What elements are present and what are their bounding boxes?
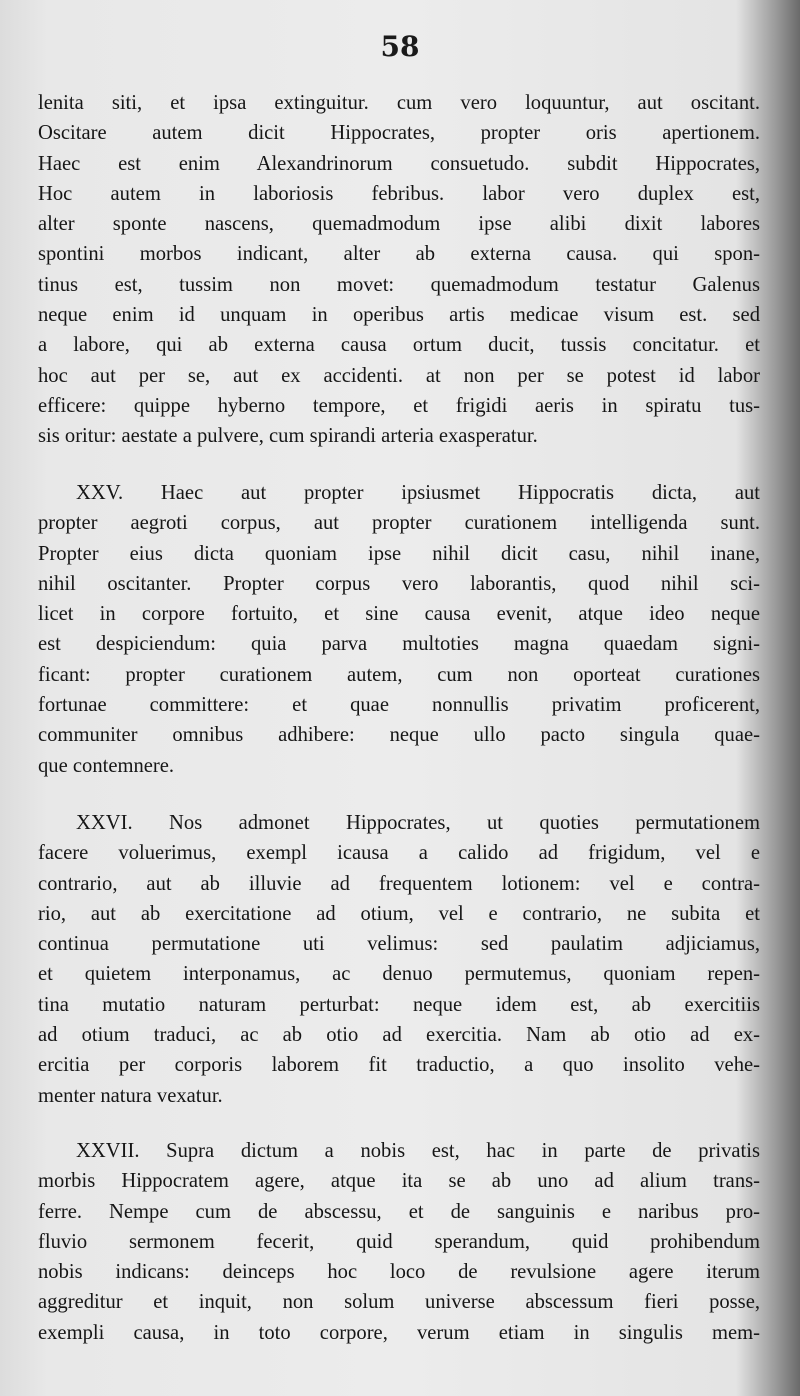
- text-line: efficere: quippe hyberno tempore, et frigidi aeris in spiratu tus-: [38, 394, 760, 417]
- text-line: tinus est, tussim non movet: quemadmodum testatur Galenus: [38, 273, 760, 296]
- text-line: lenita siti, et ipsa extinguitur. cum vero loquuntur, aut oscitant.: [38, 92, 760, 114]
- paragraph-continuation: [38, 88, 760, 452]
- text-line: XXVII. Supra dictum a nobis est, hac in parte de privatis: [76, 1140, 760, 1162]
- text-line: fluvio sermonem fecerit, quid sperandum, quid prohibendum: [38, 1230, 760, 1253]
- text-line: XXV. Haec aut propter ipsiusmet Hippocratis dicta, aut: [76, 482, 760, 504]
- text-line: nihil oscitanter. Propter corpus vero laborantis, quod nihil sci-: [38, 572, 760, 595]
- text-line: que contemnere.: [38, 754, 175, 777]
- text-line: ferre. Nempe cum de abscessu, et de sanguinis e naribus pro-: [38, 1200, 760, 1223]
- text-line: ficant: propter curationem autem, cum non oporteat curationes: [38, 663, 760, 686]
- text-line: morbis Hippocratem agere, atque ita se ab uno ad alium trans-: [38, 1170, 760, 1193]
- text-line: licet in corpore fortuito, et sine causa evenit, atque ideo neque: [38, 603, 760, 626]
- text-line: Haec est enim Alexandrinorum consuetudo. subdit Hippocrates,: [38, 152, 760, 175]
- text-line: et quietem interponamus, ac denuo permutemus, quoniam repen-: [38, 963, 760, 986]
- text-line: aggreditur et inquit, non solum universe abscessum fieri posse,: [38, 1291, 760, 1314]
- text-line: exempli causa, in toto corpore, verum etiam in singulis mem-: [38, 1321, 760, 1344]
- text-line: XXVI. Nos admonet Hippocrates, ut quoties permutationem: [76, 812, 760, 834]
- text-line: facere voluerimus, exempl icausa a calido ad frigidum, vel e: [38, 842, 760, 865]
- text-line: Propter eius dicta quoniam ipse nihil dicit casu, nihil inane,: [38, 542, 760, 565]
- text-line: spontini morbos indicant, alter ab externa causa. qui spon-: [38, 243, 760, 266]
- text-line: Oscitare autem dicit Hippocrates, propter oris apertionem.: [38, 122, 760, 145]
- page-number: 58: [380, 30, 420, 63]
- text-line: neque enim id unquam in operibus artis medicae visum est. sed: [38, 304, 760, 327]
- paragraph-xxvii: [38, 1136, 760, 1348]
- text-line: ad otium traduci, ac ab otio ad exercitia. Nam ab otio ad ex-: [38, 1024, 760, 1047]
- text-line: tina mutatio naturam perturbat: neque idem est, ab exercitiis: [38, 993, 760, 1016]
- text-line: hoc aut per se, aut ex accidenti. at non per se potest id labor: [38, 364, 760, 387]
- text-line: sis oritur: aestate a pulvere, cum spirandi arteria exasperatur.: [38, 425, 538, 448]
- text-line: propter aegroti corpus, aut propter curationem intelligenda sunt.: [38, 512, 760, 535]
- text-line: alter sponte nascens, quemadmodum ipse alibi dixit labores: [38, 213, 760, 236]
- text-line: menter natura vexatur.: [38, 1084, 223, 1107]
- paragraph-xxvi: [38, 808, 760, 1111]
- text-line: ercitia per corporis laborem fit traductio, a quo insolito vehe-: [38, 1054, 760, 1077]
- text-line: Hoc autem in laboriosis febribus. labor vero duplex est,: [38, 182, 760, 205]
- text-line: continua permutatione uti velimus: sed paulatim adjiciamus,: [38, 933, 760, 956]
- text-line: communiter omnibus adhibere: neque ullo pacto singula quae-: [38, 724, 760, 747]
- paragraph-xxv: [38, 478, 760, 781]
- text-line: contrario, aut ab illuvie ad frequentem lotionem: vel e contra-: [38, 872, 760, 895]
- text-line: a labore, qui ab externa causa ortum ducit, tussis concitatur. et: [38, 334, 760, 357]
- text-line: nobis indicans: deinceps hoc loco de revulsione agere iterum: [38, 1261, 760, 1284]
- text-line: est despiciendum: quia parva multoties magna quaedam signi-: [38, 633, 760, 656]
- text-line: rio, aut ab exercitatione ad otium, vel e contrario, ne subita et: [38, 902, 760, 925]
- text-line: fortunae committere: et quae nonnullis privatim proficerent,: [38, 694, 760, 717]
